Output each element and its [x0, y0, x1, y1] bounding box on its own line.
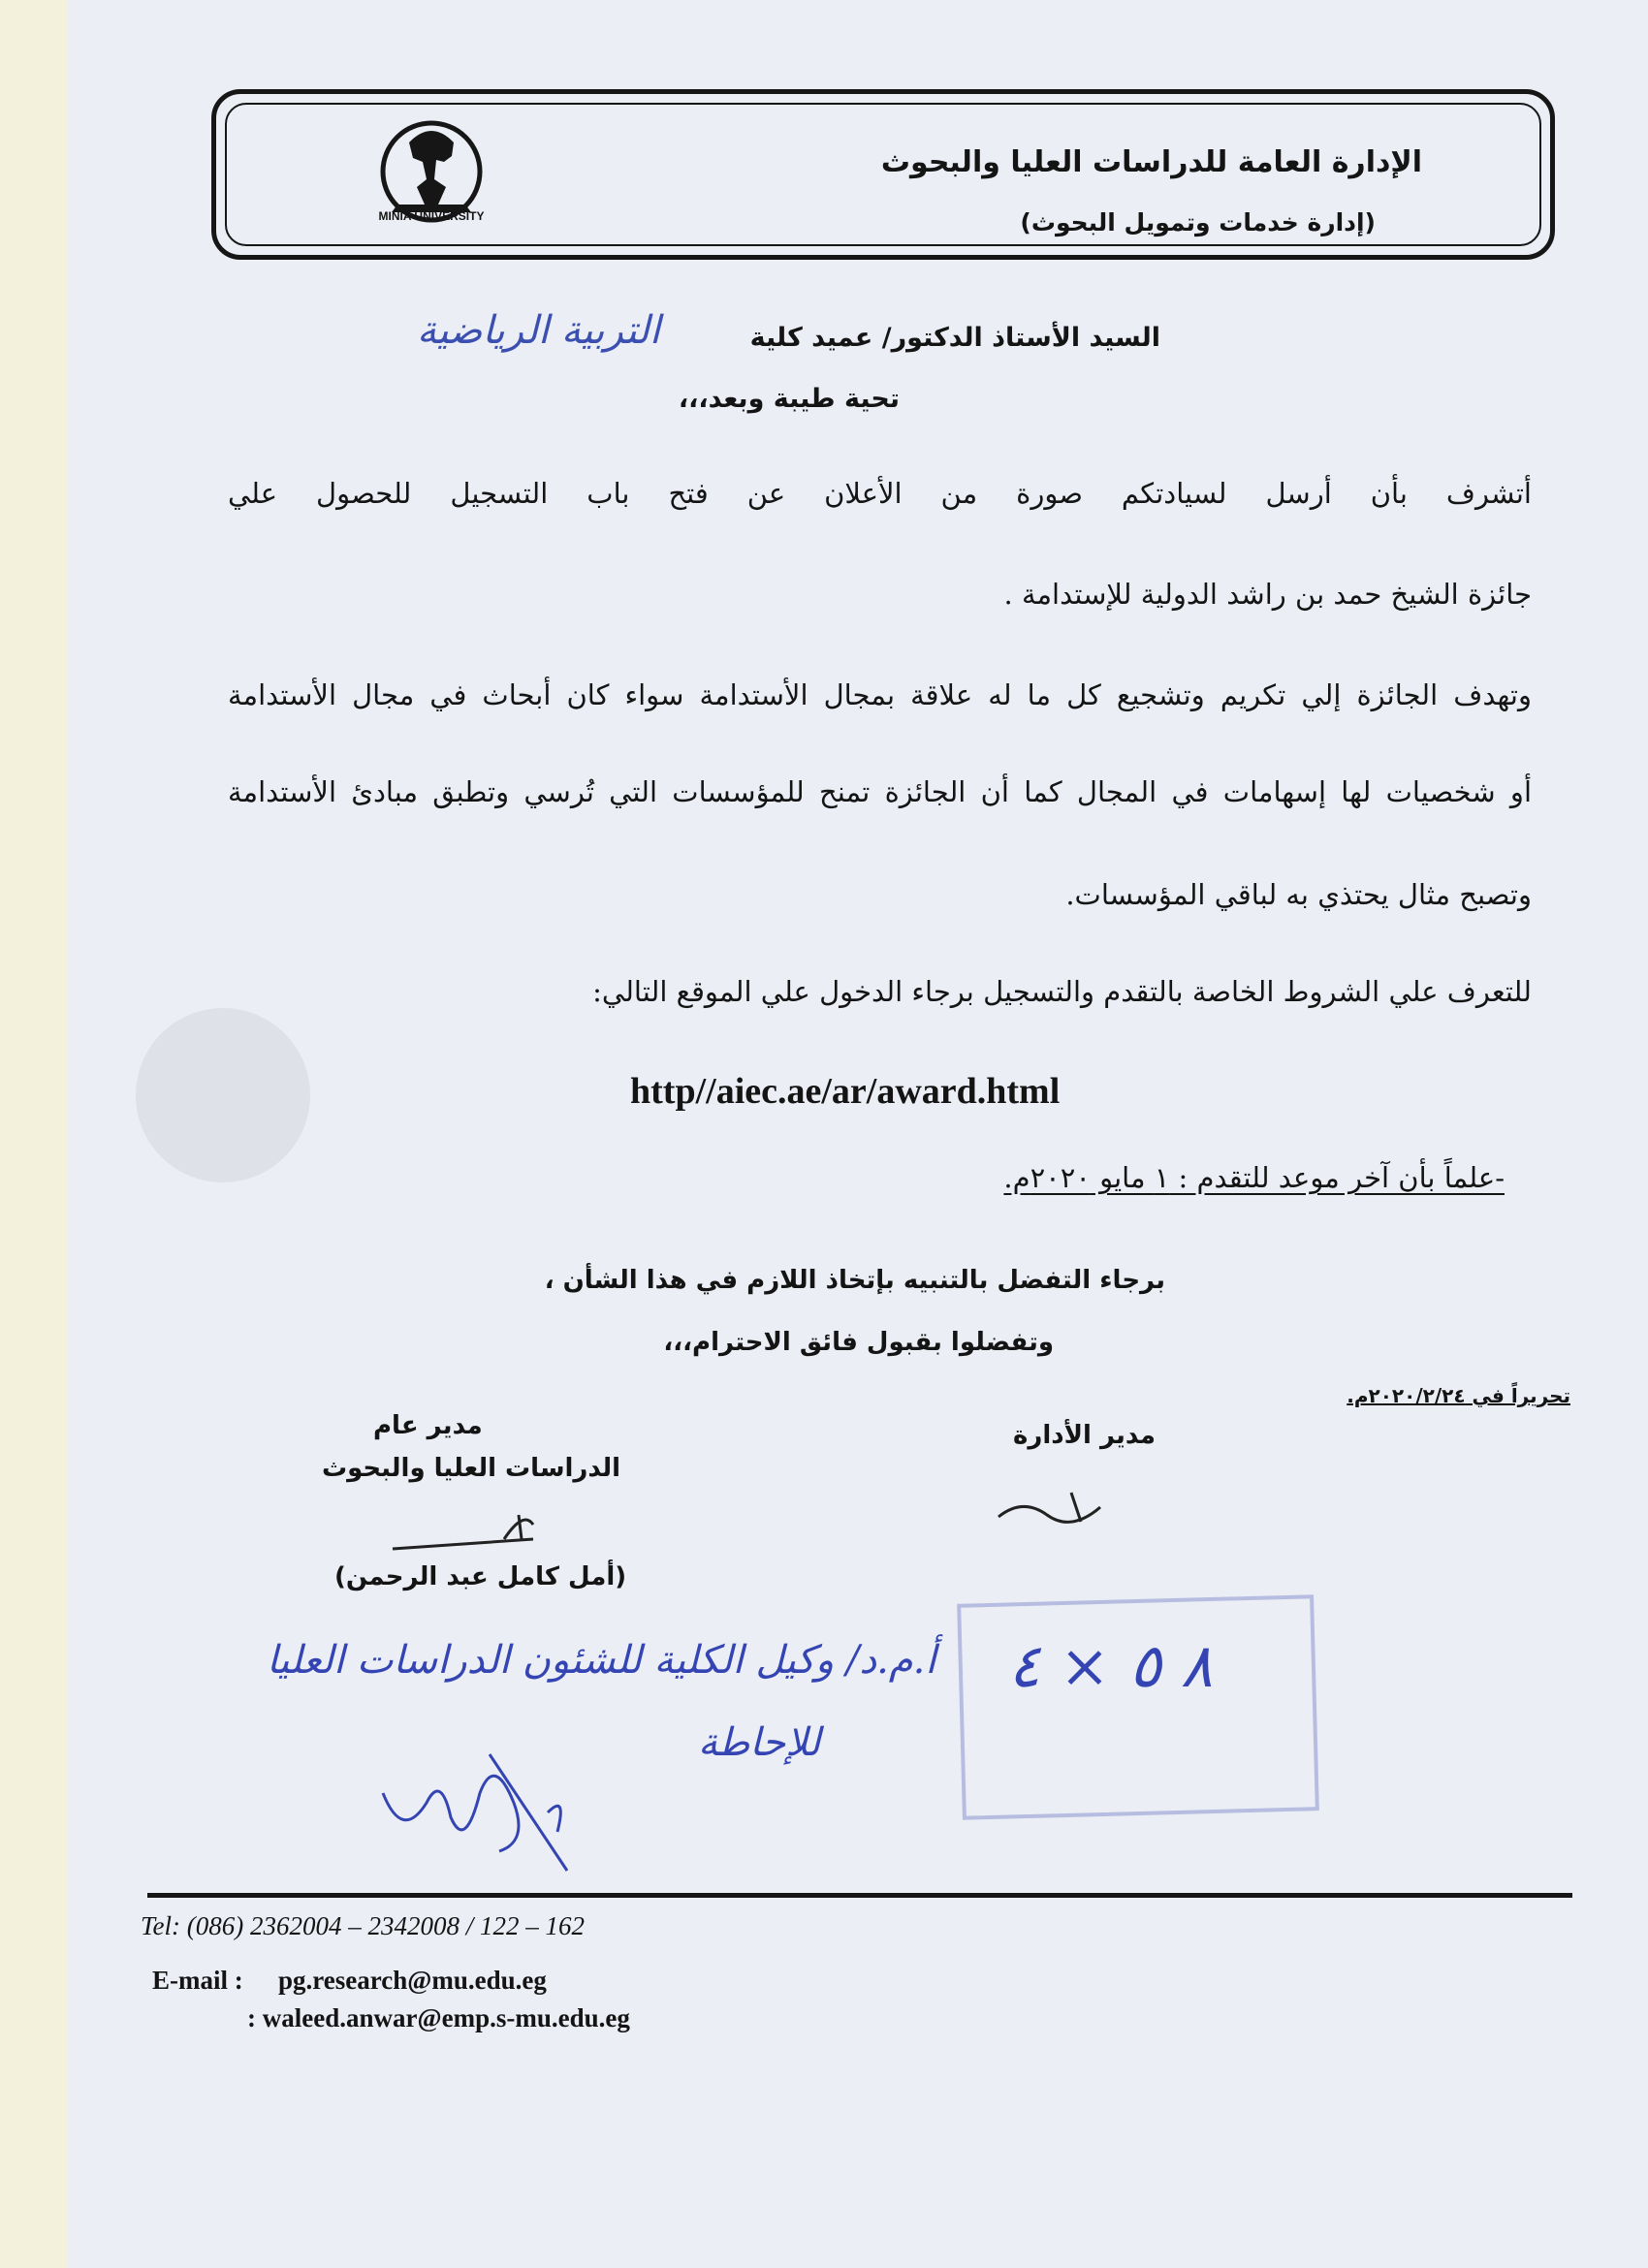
footer-email-1[interactable]: pg.research@mu.edu.eg [278, 1966, 547, 1995]
general-manager-title: مدير عام [373, 1411, 483, 1440]
deadline-note: -علماً بأن آخر موعد للتقدم : ١ مايو ٢٠٢٠م. [1003, 1161, 1505, 1194]
request-line-1: برجاء التفضل بالتنبيه بإتخاذ اللازم في هذا الشأن ، [544, 1266, 1165, 1295]
general-manager-signature [388, 1500, 553, 1559]
salutation: السيد الأستاذ الدكتور/ عميد كلية [749, 323, 1160, 353]
body-line-6: للتعرف علي الشروط الخاصة بالتقدم والتسجيل برجاء الدخول علي الموقع التالي: [592, 975, 1532, 1008]
issue-date: تحريراً في ٢٠٢٠/٢/٢٤م. [1347, 1384, 1570, 1407]
body-line-2: جائزة الشيخ حمد بن راشد الدولية للإستدامة . [1003, 578, 1532, 611]
footer-email-label: E-mail : [152, 1966, 243, 1995]
general-manager-name: (أمل كامل عبد الرحمن) [334, 1562, 627, 1591]
handwritten-faculty-name: التربية الرياضية [417, 308, 660, 353]
admin-manager-signature [994, 1478, 1129, 1536]
body-line-3: وتهدف الجائزة إلي تكريم وتشجيع كل ما له علاقة بمجال الأستدامة سواء كان أبحاث في مجال الأستدامة [228, 678, 1532, 711]
body-line-5: وتصبح مثال يحتذي به لباقي المؤسسات. [1065, 878, 1532, 911]
request-line-2: وتفضلوا بقبول فائق الاحترام،،، [663, 1328, 1054, 1357]
greeting: تحية طيبة وبعد،،، [678, 384, 900, 414]
footer-telephone: Tel: (086) 2362004 – 2342008 / 122 – 162 [141, 1911, 585, 1940]
award-url: http//aiec.ae/ar/award.html [630, 1071, 1061, 1112]
handwritten-note-line-1: أ.م.د/ وكيل الكلية للشئون الدراسات العليا [267, 1638, 936, 1683]
received-stamp [957, 1594, 1319, 1820]
faded-stamp-shadow [136, 1008, 310, 1182]
handwritten-signature [373, 1735, 606, 1880]
logo-caption: MINIA UNIVERSITY [378, 209, 485, 223]
footer-email-2[interactable]: : waleed.anwar@emp.s-mu.edu.eg [247, 2003, 630, 2032]
footer-divider [147, 1893, 1572, 1898]
header-subtitle: (إدارة خدمات وتمويل البحوث) [1020, 208, 1376, 236]
scanner-edge-strip [0, 0, 70, 2268]
header-title: الإدارة العامة للدراسات العليا والبحوث [880, 145, 1422, 179]
handwritten-reference-number: ٨ ٥ × ٤ [1008, 1630, 1214, 1701]
body-line-4: أو شخصيات لها إسهامات في المجال كما أن الجائزة تمنح للمؤسسات التي تُرسي وتطبق مبادئ الأستدامة [228, 775, 1532, 808]
body-line-1: أتشرف بأن أرسل لسيادتكم صورة من الأعلان عن فتح باب التسجيل للحصول علي [228, 477, 1532, 510]
admin-manager-title: مدير الأدارة [1013, 1421, 1156, 1450]
general-manager-subtitle: الدراسات العليا والبحوث [322, 1454, 621, 1483]
handwritten-note-line-2: للإحاطة [698, 1720, 821, 1765]
